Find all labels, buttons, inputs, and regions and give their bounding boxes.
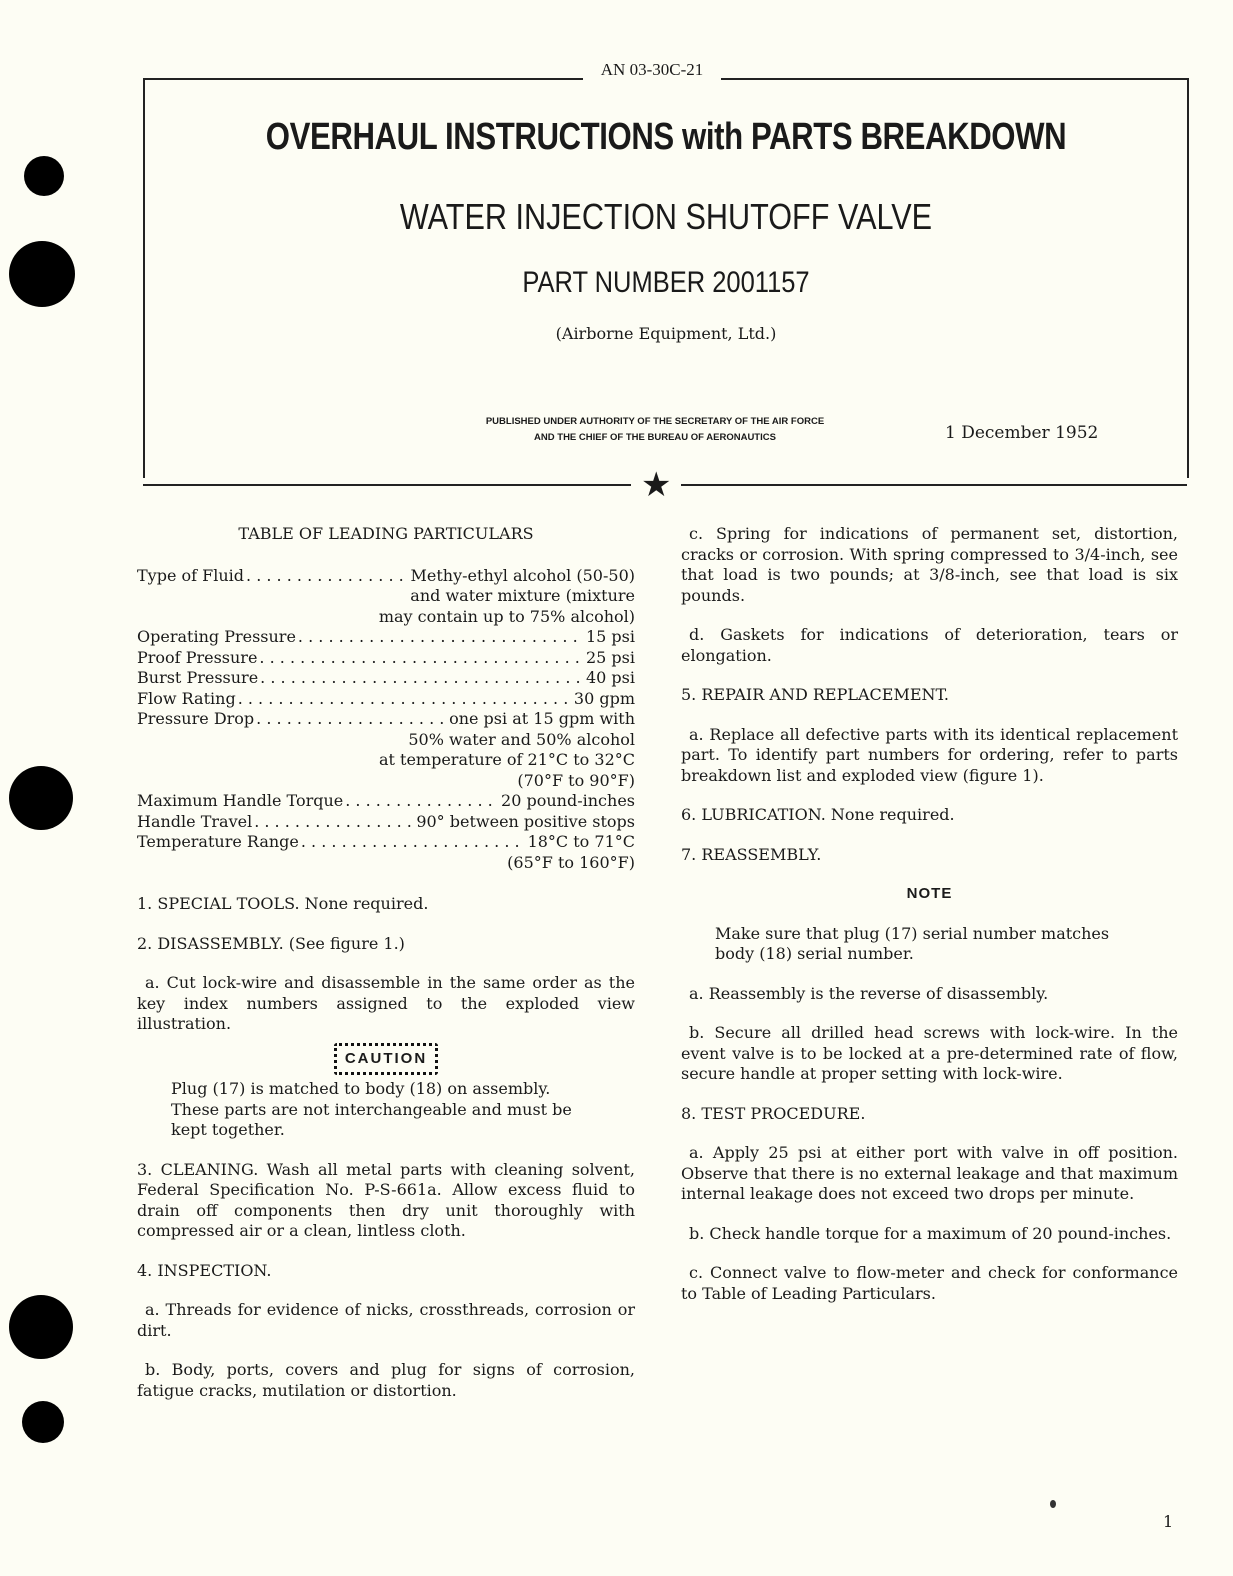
particular-value: 40 psi: [585, 668, 635, 687]
section-cleaning: 3. CLEANING. Wash all metal parts with cleaning solvent, Federal Specification No. P-S-661a. Allow excess fluid to drain off components then dry unit thoroughly with compressed air or a clean, lintless cloth.: [137, 1159, 635, 1240]
particulars-row: [137, 709, 635, 730]
repair-step-a: a. Replace all defective parts with its identical replacement part. To identify part numbers for ordering, refer to parts breakdown list and exploded view (figure 1).: [681, 724, 1178, 785]
particular-label: Flow Rating: [137, 688, 236, 708]
title-box: [143, 78, 1189, 478]
particular-value-continued: (65°F to 160°F): [507, 852, 635, 872]
particulars-table: [137, 566, 635, 874]
doc-number-header: [143, 60, 1187, 80]
test-step-c: c. Connect valve to flow-meter and check for conformance to Table of Leading Particulars.: [681, 1263, 1178, 1303]
leader-dots: [345, 791, 499, 812]
publication-date: 1 December 1952: [945, 423, 1099, 443]
particular-value-continued: and water mixture (mixture: [410, 586, 635, 605]
rule-segment: [143, 484, 631, 486]
punch-hole: [9, 241, 75, 307]
reassembly-step-a: a. Reassembly is the reverse of disassembly.: [689, 983, 1049, 1003]
leader-dots: [298, 627, 584, 648]
section-disassembly: 2. DISASSEMBLY. (See figure 1.): [137, 933, 405, 953]
publishing-authority: [445, 414, 865, 446]
particular-label: Handle Travel: [137, 811, 253, 831]
particulars-row: [137, 689, 635, 710]
punch-hole: [9, 766, 73, 830]
punch-hole: [22, 1401, 64, 1443]
inspection-step-a: a. Threads for evidence of nicks, crossthreads, corrosion or dirt.: [137, 1300, 635, 1340]
particular-value-continued: (70°F to 90°F): [517, 770, 635, 790]
main-title: OVERHAUL INSTRUCTIONS with PARTS BREAKDOWN: [265, 116, 1067, 158]
scan-speck: [1050, 1500, 1056, 1508]
particular-label: Pressure Drop: [137, 709, 255, 728]
particular-value-continued: at temperature of 21°C to 32°C: [378, 750, 635, 769]
particular-value-continued: 50% water and 50% alcohol: [408, 729, 635, 749]
leader-dots: [256, 709, 447, 730]
page-number: 1: [1163, 1512, 1174, 1531]
leader-dots: [259, 648, 584, 669]
inspection-step-b: b. Body, ports, covers and plug for signs of corrosion, fatigue cracks, mutilation or distortion.: [137, 1360, 635, 1400]
particular-label: Type of Fluid: [137, 565, 245, 585]
particular-label: Burst Pressure: [137, 668, 259, 687]
section-repair: 5. REPAIR AND REPLACEMENT.: [681, 685, 949, 704]
manufacturer: (Airborne Equipment, Ltd.): [555, 324, 777, 343]
leader-dots: [254, 812, 414, 833]
test-step-a: a. Apply 25 psi at either port with valve in off position. Observe that there is no external leakage and that maximum internal leakage does not exceed two drops per minute.: [681, 1143, 1178, 1203]
inspection-step-d: d. Gaskets for indications of deterioration, tears or elongation.: [681, 625, 1178, 665]
particular-value: 18°C to 71°C: [527, 832, 635, 851]
authority-line: PUBLISHED UNDER AUTHORITY OF THE SECRETARY OF THE AIR FORCE: [485, 416, 825, 427]
particulars-row: [137, 566, 635, 587]
particular-label: Operating Pressure: [137, 627, 296, 646]
leader-dots: [301, 832, 526, 853]
part-number: PART NUMBER 2001157: [522, 266, 810, 299]
sub-title: WATER INJECTION SHUTOFF VALVE: [399, 196, 933, 237]
particular-label: Temperature Range: [137, 832, 299, 851]
left-column: [137, 524, 635, 1401]
particular-value: Methy-ethyl alcohol (50-50): [410, 565, 635, 585]
particulars-row: [137, 627, 635, 648]
punch-hole: [24, 156, 64, 196]
caution-label: CAUTION: [334, 1043, 438, 1076]
particulars-row: [137, 648, 635, 669]
particulars-row: [137, 791, 635, 812]
particular-label: Maximum Handle Torque: [137, 791, 344, 810]
particular-value: 20 pound-inches: [501, 791, 635, 810]
punch-hole: [9, 1295, 73, 1359]
particulars-row: [137, 832, 635, 853]
reassembly-step-b: b. Secure all drilled head screws with lock-wire. In the event valve is to be locked at a pre-determined rate of flow, secure handle at proper setting with lock-wire.: [681, 1023, 1178, 1083]
section-special-tools: 1. SPECIAL TOOLS. None required.: [137, 894, 429, 913]
particular-value: 15 psi: [585, 627, 635, 646]
caution-block: [137, 1043, 635, 1076]
caution-text: Plug (17) is matched to body (18) on assembly. These parts are not interchangeable and must be kept together.: [171, 1079, 572, 1139]
section-reassembly: 7. REASSEMBLY.: [681, 844, 822, 864]
star-icon: ★: [641, 465, 672, 505]
rule-segment: [681, 484, 1187, 486]
particular-value-continued: may contain up to 75% alcohol): [378, 606, 635, 626]
particular-value: 30 gpm: [573, 688, 635, 708]
section-test-procedure: 8. TEST PROCEDURE.: [681, 1103, 866, 1123]
doc-number: AN 03-30C-21: [600, 60, 704, 79]
authority-line: AND THE CHIEF OF THE BUREAU OF AERONAUTICS: [534, 432, 776, 443]
particulars-row: [137, 668, 635, 689]
section-lubrication: 6. LUBRICATION. None required.: [681, 805, 955, 824]
section-inspection: 4. INSPECTION.: [137, 1260, 272, 1280]
particular-label: Proof Pressure: [137, 647, 258, 667]
test-step-b: b. Check handle torque for a maximum of 20 pound-inches.: [689, 1223, 1172, 1243]
leader-dots: [238, 689, 572, 710]
leader-dots: [260, 668, 584, 689]
particular-value: 90° between positive stops: [416, 811, 635, 831]
note-label: NOTE: [906, 885, 953, 902]
inspection-step-c: c. Spring for indications of permanent set, distortion, cracks or corrosion. With spring compressed to 3/4-inch, see that load is two pounds; at 3/8-inch, see that load is six pounds.: [681, 524, 1178, 605]
title-bottom-rule: [143, 465, 1187, 505]
particulars-heading: TABLE OF LEADING PARTICULARS: [238, 524, 534, 543]
particulars-row: [137, 812, 635, 833]
leader-dots: [246, 566, 408, 587]
right-column: [681, 524, 1178, 1304]
particular-value: 25 psi: [585, 647, 635, 667]
particular-value: one psi at 15 gpm with: [449, 709, 635, 728]
note-text: Make sure that plug (17) serial number matches body (18) serial number.: [715, 923, 1110, 963]
disassembly-step-a: a. Cut lock-wire and disassemble in the same order as the key index numbers assigned to the exploded view illustration.: [137, 973, 635, 1033]
